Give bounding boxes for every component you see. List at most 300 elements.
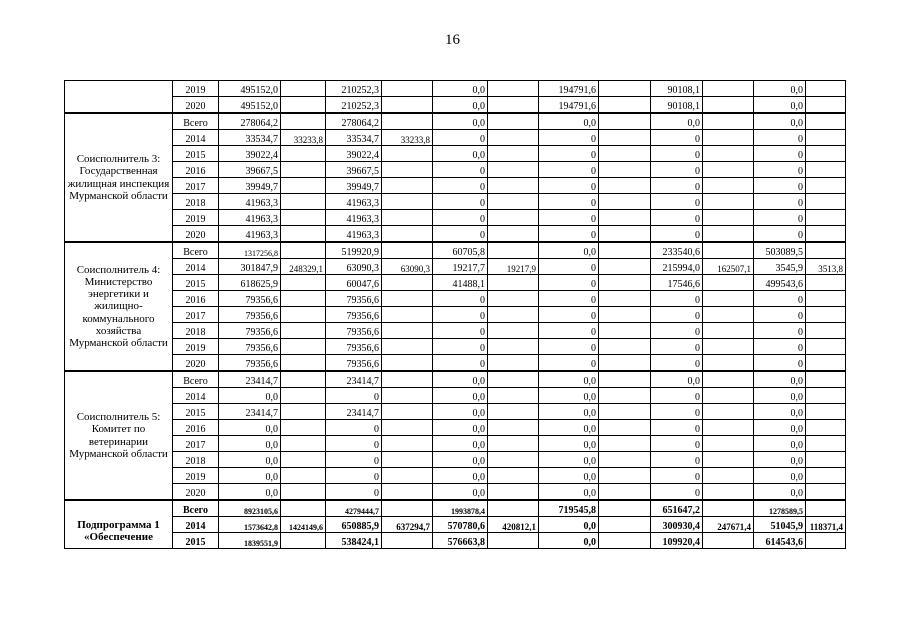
amount-cell [488, 436, 539, 452]
amount-cell: 0,0 [433, 97, 488, 114]
amount-cell [703, 162, 754, 178]
amount-cell: 0 [539, 226, 599, 243]
amount-cell: 39949,7 [326, 178, 382, 194]
amount-cell: 41963,3 [219, 226, 281, 243]
amount-cell [382, 307, 433, 323]
amount-cell: 0 [433, 210, 488, 226]
amount-cell [281, 323, 326, 339]
amount-cell [488, 388, 539, 404]
amount-cell: 0,0 [754, 113, 806, 130]
amount-cell: 0,0 [539, 484, 599, 501]
table-row [65, 162, 846, 178]
amount-cell [599, 517, 651, 533]
amount-cell [488, 194, 539, 210]
year-cell: 2017 [173, 436, 219, 452]
amount-cell [382, 275, 433, 291]
year-cell: 2016 [173, 420, 219, 436]
amount-cell [599, 97, 651, 114]
amount-cell [703, 210, 754, 226]
amount-cell: 0 [539, 178, 599, 194]
amount-cell: 79356,6 [219, 339, 281, 355]
amount-cell: 0 [539, 259, 599, 275]
amount-cell: 0,0 [754, 81, 806, 97]
amount-cell: 1839551,9 [219, 533, 281, 549]
amount-cell [281, 371, 326, 388]
year-cell: 2015 [173, 146, 219, 162]
amount-cell [382, 388, 433, 404]
amount-cell: 650885,9 [326, 517, 382, 533]
amount-cell: 0 [651, 194, 703, 210]
year-cell: 2018 [173, 452, 219, 468]
amount-cell: 0 [754, 178, 806, 194]
amount-cell: 0,0 [539, 436, 599, 452]
table-row [65, 323, 846, 339]
amount-cell: 247671,4 [703, 517, 754, 533]
amount-cell: 33233,8 [382, 130, 433, 146]
table-row [65, 113, 846, 130]
amount-cell [382, 97, 433, 114]
executor-label: Соисполнитель 3: Государственная жилищная инспекция Мурманской области [65, 113, 173, 242]
amount-cell [806, 500, 846, 517]
amount-cell: 33534,7 [326, 130, 382, 146]
year-cell: 2018 [173, 194, 219, 210]
amount-cell: 0,0 [754, 97, 806, 114]
amount-cell [703, 533, 754, 549]
amount-cell [599, 259, 651, 275]
amount-cell: 0,0 [539, 388, 599, 404]
amount-cell: 0,0 [754, 436, 806, 452]
amount-cell [281, 81, 326, 97]
amount-cell: 51045,9 [754, 517, 806, 533]
table-row [65, 194, 846, 210]
amount-cell [281, 500, 326, 517]
amount-cell [488, 533, 539, 549]
amount-cell [703, 371, 754, 388]
amount-cell [703, 130, 754, 146]
amount-cell: 0,0 [433, 404, 488, 420]
amount-cell: 109920,4 [651, 533, 703, 549]
amount-cell [488, 162, 539, 178]
amount-cell: 0 [326, 484, 382, 501]
amount-cell [488, 291, 539, 307]
amount-cell [281, 436, 326, 452]
year-cell: Всего [173, 242, 219, 259]
amount-cell [599, 468, 651, 484]
amount-cell: 0 [651, 355, 703, 372]
amount-cell [281, 468, 326, 484]
table-row [65, 291, 846, 307]
amount-cell: 0,0 [539, 242, 599, 259]
amount-cell [703, 388, 754, 404]
amount-cell [488, 113, 539, 130]
amount-cell [806, 323, 846, 339]
amount-cell: 248329,1 [281, 259, 326, 275]
amount-cell [281, 452, 326, 468]
amount-cell [488, 146, 539, 162]
amount-cell [281, 404, 326, 420]
amount-cell [703, 323, 754, 339]
amount-cell: 79356,6 [219, 291, 281, 307]
amount-cell: 0,0 [433, 420, 488, 436]
amount-cell: 0 [754, 323, 806, 339]
amount-cell: 0 [433, 355, 488, 372]
amount-cell [382, 500, 433, 517]
amount-cell [281, 97, 326, 114]
amount-cell: 0 [754, 162, 806, 178]
amount-cell: 79356,6 [219, 323, 281, 339]
amount-cell: 0 [651, 404, 703, 420]
amount-cell [382, 291, 433, 307]
amount-cell: 0 [754, 210, 806, 226]
amount-cell [281, 291, 326, 307]
amount-cell: 1993878,4 [433, 500, 488, 517]
amount-cell [488, 307, 539, 323]
amount-cell [599, 339, 651, 355]
amount-cell [281, 146, 326, 162]
amount-cell [806, 194, 846, 210]
amount-cell: 63090,3 [382, 259, 433, 275]
amount-cell: 300930,4 [651, 517, 703, 533]
amount-cell: 23414,7 [326, 404, 382, 420]
amount-cell [599, 355, 651, 372]
amount-cell: 0 [539, 194, 599, 210]
amount-cell [382, 355, 433, 372]
amount-cell [806, 339, 846, 355]
amount-cell: 0 [651, 162, 703, 178]
year-cell: 2016 [173, 291, 219, 307]
year-cell: 2020 [173, 484, 219, 501]
amount-cell [703, 436, 754, 452]
amount-cell [488, 323, 539, 339]
amount-cell [703, 113, 754, 130]
amount-cell: 90108,1 [651, 81, 703, 97]
amount-cell: 90108,1 [651, 97, 703, 114]
year-cell: 2017 [173, 178, 219, 194]
amount-cell [488, 404, 539, 420]
amount-cell: 0,0 [433, 371, 488, 388]
amount-cell [382, 452, 433, 468]
amount-cell: 0 [433, 226, 488, 243]
amount-cell [703, 194, 754, 210]
amount-cell [806, 355, 846, 372]
year-cell: 2019 [173, 210, 219, 226]
amount-cell [382, 81, 433, 97]
amount-cell: 0 [754, 307, 806, 323]
amount-cell: 60047,6 [326, 275, 382, 291]
amount-cell [599, 130, 651, 146]
amount-cell [599, 146, 651, 162]
table-row [65, 371, 846, 388]
amount-cell [703, 339, 754, 355]
table-row [65, 500, 846, 517]
amount-cell [382, 468, 433, 484]
amount-cell: 3513,8 [806, 259, 846, 275]
year-cell: 2014 [173, 130, 219, 146]
amount-cell: 0 [651, 130, 703, 146]
amount-cell: 0,0 [539, 533, 599, 549]
amount-cell [599, 404, 651, 420]
amount-cell [703, 452, 754, 468]
amount-cell [806, 210, 846, 226]
amount-cell [382, 404, 433, 420]
year-cell: Всего [173, 113, 219, 130]
budget-table [64, 80, 846, 549]
amount-cell: 0,0 [219, 436, 281, 452]
amount-cell [599, 162, 651, 178]
page-number: 16 [445, 32, 460, 48]
amount-cell [488, 355, 539, 372]
amount-cell: 0,0 [754, 452, 806, 468]
amount-cell [281, 307, 326, 323]
amount-cell: 0 [754, 339, 806, 355]
amount-cell: 0 [539, 291, 599, 307]
amount-cell [599, 420, 651, 436]
amount-cell: 719545,8 [539, 500, 599, 517]
amount-cell [382, 194, 433, 210]
amount-cell [488, 500, 539, 517]
amount-cell: 210252,3 [326, 81, 382, 97]
amount-cell: 0 [651, 291, 703, 307]
amount-cell: 41963,3 [326, 194, 382, 210]
amount-cell [599, 533, 651, 549]
amount-cell [703, 404, 754, 420]
amount-cell [488, 210, 539, 226]
amount-cell [382, 242, 433, 259]
amount-cell [382, 162, 433, 178]
amount-cell [281, 210, 326, 226]
amount-cell: 0 [651, 339, 703, 355]
amount-cell [599, 291, 651, 307]
amount-cell [599, 500, 651, 517]
amount-cell [599, 275, 651, 291]
amount-cell: 576663,8 [433, 533, 488, 549]
amount-cell [488, 420, 539, 436]
amount-cell [281, 533, 326, 549]
table-row [65, 146, 846, 162]
year-cell: 2014 [173, 517, 219, 533]
amount-cell [599, 371, 651, 388]
executor-label: Соисполнитель 4: Министерство энергетики и жилищно-коммунального хозяйства Мурманской области [65, 242, 173, 371]
amount-cell: 0 [433, 339, 488, 355]
amount-cell: 0,0 [539, 468, 599, 484]
amount-cell: 618625,9 [219, 275, 281, 291]
amount-cell [281, 242, 326, 259]
amount-cell [281, 113, 326, 130]
amount-cell [806, 97, 846, 114]
amount-cell: 0 [433, 307, 488, 323]
amount-cell: 0 [539, 146, 599, 162]
amount-cell: 0 [651, 388, 703, 404]
amount-cell: 637294,7 [382, 517, 433, 533]
amount-cell [488, 130, 539, 146]
amount-cell [806, 307, 846, 323]
table-row [65, 533, 846, 549]
amount-cell: 0,0 [433, 113, 488, 130]
amount-cell: 0,0 [433, 484, 488, 501]
amount-cell [488, 484, 539, 501]
amount-cell [599, 436, 651, 452]
amount-cell: 0,0 [433, 436, 488, 452]
amount-cell: 0 [433, 178, 488, 194]
amount-cell: 0 [754, 130, 806, 146]
amount-cell [488, 275, 539, 291]
amount-cell: 0 [539, 275, 599, 291]
executor-label [65, 81, 173, 114]
year-cell: 2015 [173, 275, 219, 291]
amount-cell: 79356,6 [219, 307, 281, 323]
amount-cell: 79356,6 [326, 291, 382, 307]
amount-cell: 0 [754, 146, 806, 162]
amount-cell [599, 113, 651, 130]
amount-cell: 0 [754, 226, 806, 243]
amount-cell: 33233,8 [281, 130, 326, 146]
amount-cell [382, 323, 433, 339]
amount-cell [703, 275, 754, 291]
table-row [65, 517, 846, 533]
amount-cell: 79356,6 [326, 339, 382, 355]
amount-cell: 0 [651, 420, 703, 436]
amount-cell [806, 452, 846, 468]
amount-cell [806, 533, 846, 549]
amount-cell: 420812,1 [488, 517, 539, 533]
amount-cell: 0,0 [433, 452, 488, 468]
amount-cell: 495152,0 [219, 97, 281, 114]
amount-cell [599, 178, 651, 194]
amount-cell: 63090,3 [326, 259, 382, 275]
amount-cell: 0,0 [754, 388, 806, 404]
amount-cell [599, 210, 651, 226]
amount-cell [382, 226, 433, 243]
amount-cell [488, 242, 539, 259]
table-row [65, 242, 846, 259]
amount-cell: 41963,3 [326, 226, 382, 243]
amount-cell: 39667,5 [219, 162, 281, 178]
amount-cell [281, 388, 326, 404]
amount-cell: 0,0 [219, 484, 281, 501]
amount-cell: 538424,1 [326, 533, 382, 549]
table-row [65, 436, 846, 452]
amount-cell: 162507,1 [703, 259, 754, 275]
amount-cell [703, 355, 754, 372]
year-cell: 2019 [173, 339, 219, 355]
amount-cell: 0 [651, 210, 703, 226]
amount-cell [806, 420, 846, 436]
amount-cell [703, 146, 754, 162]
amount-cell [281, 275, 326, 291]
amount-cell [703, 291, 754, 307]
amount-cell: 215994,0 [651, 259, 703, 275]
table-row [65, 130, 846, 146]
year-cell: 2015 [173, 533, 219, 549]
amount-cell: 3545,9 [754, 259, 806, 275]
amount-cell: 0 [433, 323, 488, 339]
amount-cell: 23414,7 [219, 404, 281, 420]
amount-cell: 0,0 [754, 484, 806, 501]
amount-cell: 0 [651, 484, 703, 501]
amount-cell [281, 420, 326, 436]
amount-cell [703, 242, 754, 259]
amount-cell: 0 [651, 452, 703, 468]
amount-cell [382, 339, 433, 355]
year-cell: 2020 [173, 226, 219, 243]
table-row [65, 275, 846, 291]
amount-cell: 0 [651, 323, 703, 339]
amount-cell: 194791,6 [539, 97, 599, 114]
amount-cell: 0 [433, 130, 488, 146]
amount-cell: 499543,6 [754, 275, 806, 291]
amount-cell: 495152,0 [219, 81, 281, 97]
table-row [65, 404, 846, 420]
amount-cell [703, 226, 754, 243]
amount-cell [488, 452, 539, 468]
amount-cell [806, 178, 846, 194]
amount-cell [806, 404, 846, 420]
year-cell: Всего [173, 500, 219, 517]
amount-cell: 0,0 [539, 371, 599, 388]
amount-cell [806, 436, 846, 452]
table-row [65, 388, 846, 404]
table-row [65, 339, 846, 355]
amount-cell [488, 97, 539, 114]
amount-cell: 278064,2 [219, 113, 281, 130]
table-row [65, 210, 846, 226]
amount-cell: 118371,4 [806, 517, 846, 533]
amount-cell [281, 355, 326, 372]
amount-cell [599, 226, 651, 243]
table-row [65, 97, 846, 114]
amount-cell [488, 226, 539, 243]
table-body [65, 81, 846, 549]
amount-cell: 39022,4 [219, 146, 281, 162]
amount-cell [599, 323, 651, 339]
amount-cell: 0 [539, 339, 599, 355]
amount-cell [806, 113, 846, 130]
amount-cell: 0 [326, 436, 382, 452]
table-row [65, 452, 846, 468]
amount-cell [281, 162, 326, 178]
amount-cell [382, 113, 433, 130]
amount-cell: 0 [539, 323, 599, 339]
amount-cell [806, 81, 846, 97]
amount-cell [806, 388, 846, 404]
amount-cell: 1424149,6 [281, 517, 326, 533]
year-cell: Всего [173, 371, 219, 388]
amount-cell: 39667,5 [326, 162, 382, 178]
amount-cell: 278064,2 [326, 113, 382, 130]
amount-cell [599, 388, 651, 404]
amount-cell [382, 210, 433, 226]
amount-cell: 79356,6 [326, 355, 382, 372]
amount-cell: 0,0 [433, 81, 488, 97]
amount-cell: 1573642,8 [219, 517, 281, 533]
amount-cell: 0 [539, 210, 599, 226]
amount-cell: 41963,3 [219, 210, 281, 226]
year-cell: 2018 [173, 323, 219, 339]
amount-cell [703, 81, 754, 97]
amount-cell: 4279444,7 [326, 500, 382, 517]
amount-cell [806, 242, 846, 259]
amount-cell: 0,0 [539, 420, 599, 436]
amount-cell: 0 [539, 307, 599, 323]
amount-cell: 0,0 [539, 452, 599, 468]
amount-cell: 0 [539, 355, 599, 372]
amount-cell: 0 [651, 178, 703, 194]
year-cell: 2020 [173, 97, 219, 114]
amount-cell [806, 146, 846, 162]
amount-cell [382, 484, 433, 501]
amount-cell: 0,0 [433, 468, 488, 484]
table-row [65, 468, 846, 484]
